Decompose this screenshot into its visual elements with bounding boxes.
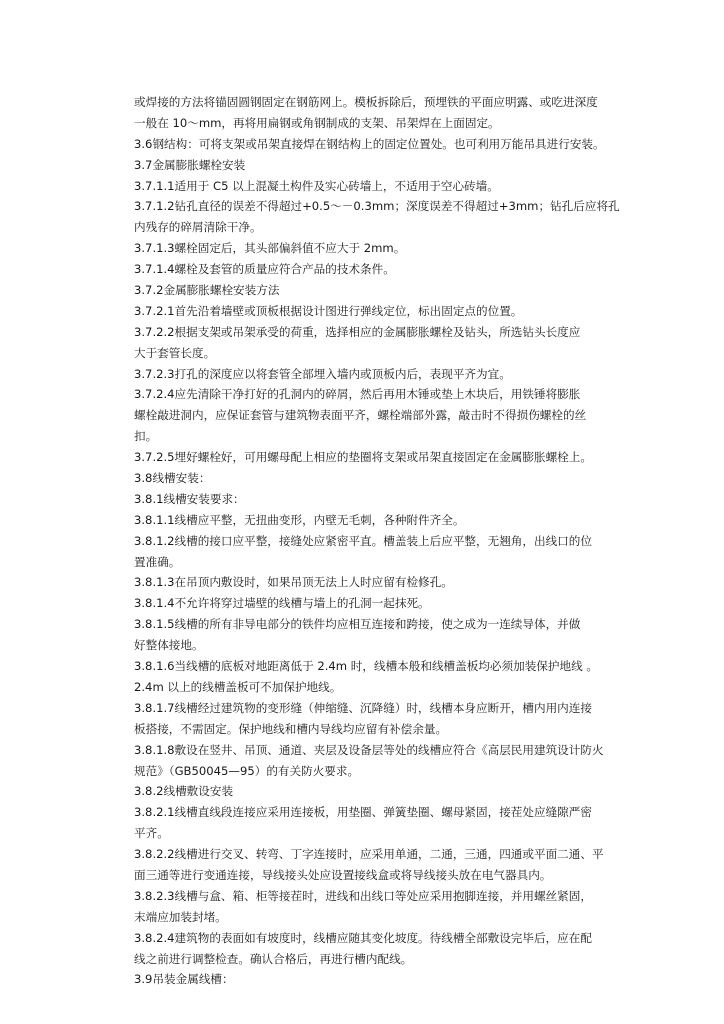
- text-line: 3.7.1.3螺栓固定后，其头部偏斜值不应大于 2mm。: [134, 241, 406, 256]
- text-line: 3.8.1.8敷设在竖井、吊顶、通道、夹层及设备层等处的线槽应符合《高层民用建筑设计防火: [134, 742, 604, 757]
- text-line: 末端应加装封堵。: [134, 909, 227, 924]
- text-line: 3.6钢结构：可将支架或吊架直接焊在钢结构上的固定位置处。也可利用万能吊具进行安装。: [134, 136, 605, 151]
- text-line: 3.8.2.4建筑物的表面如有坡度时，线槽应随其变化坡度。待线槽全部敷设完毕后，应在配: [134, 930, 592, 945]
- text-line: 3.8.1.5线槽的所有非导电部分的铁件均应相互连接和跨接，使之成为一连续导体，并做: [134, 617, 581, 632]
- text-line: 3.8.1线槽安装要求：: [134, 491, 245, 506]
- text-line: 3.8.1.6当线槽的底板对地距离低于 2.4m 时，线槽本般和线槽盖板均必须加装保护地线 。: [134, 659, 598, 674]
- text-line: 3.7.2.5埋好螺栓好，可用螺母配上相应的垫圈将支架或吊架直接固定在金属膨胀螺栓上。: [134, 450, 592, 465]
- text-line: 平齐。: [134, 826, 169, 841]
- text-line: 3.8.1.2线槽的接口应平整，接缝处应紧密平直。槽盖装上后应平整，无翘角，出线口的位: [134, 533, 592, 548]
- text-line: 3.8.2.2线槽进行交叉、转弯、丁字连接时，应采用单通，二通，三通，四通或平面二通、平: [134, 847, 604, 862]
- text-line: 3.8线槽安装：: [134, 471, 211, 486]
- text-line: 3.8.1.7线槽经过建筑物的变形缝（伸缩缝、沉降缝）时，线槽本身应断开，槽内用内连接: [134, 700, 592, 715]
- text-line: 大于套管长度。: [134, 345, 216, 360]
- text-line: 3.8.2.1线槽直线段连接应采用连接板，用垫圈、弹簧垫圈、螺母紧固，接茬处应缝隙严密: [134, 805, 592, 820]
- text-line: 置准确。: [134, 554, 181, 569]
- text-line: 3.8.2线槽敷设安装: [134, 784, 234, 799]
- text-line: 3.7.2.1首先沿着墙壁或顶板根据设计图进行弹线定位，标出固定点的位置。: [134, 303, 523, 318]
- text-line: 3.7.1.2钻孔直径的误差不得超过+0.5～－0.3mm；深度误差不得超过+3mm；钻孔后应将孔: [134, 199, 620, 214]
- text-line: 3.7金属膨胀螺栓安装: [134, 157, 246, 172]
- text-line: 2.4m 以上的线槽盖板可不加保护地线。: [134, 679, 342, 694]
- text-line: 板搭接，不需固定。保护地线和槽内导线均应留有补偿余量。: [134, 721, 448, 736]
- document-body: [134, 92, 644, 990]
- text-line: 规范》（GB50045—95）的有关防火要求。: [134, 763, 360, 778]
- text-line: 3.8.2.3线槽与盒、箱、柜等接茬时，进线和出线口等处应采用抱脚连接，并用螺丝紧固，: [134, 888, 592, 903]
- text-line: 线之前进行调整检查。确认合格后，再进行槽内配线。: [134, 951, 413, 966]
- text-line: 内残存的碎屑清除干净。: [134, 220, 262, 235]
- text-line: 3.8.1.3在吊顶内敷设时，如果吊顶无法上人时应留有检修孔。: [134, 575, 453, 590]
- text-line: 3.7.2.4应先清除干净打好的孔洞内的碎屑，然后再用木锤或垫上木块后，用铁锤将膨胀: [134, 387, 581, 402]
- text-line: 3.7.2金属膨胀螺栓安装方法: [134, 283, 280, 298]
- text-line: 好整体接地。: [134, 638, 204, 653]
- text-line: 3.7.2.2根据支架或吊架承受的荷重，选择相应的金属膨胀螺栓及钻头，所选钻头长度应: [134, 324, 581, 339]
- text-line: 或焊接的方法将锚固圆钢固定在钢筋网上。模板拆除后，预埋铁的平面应明露、或吃进深度: [134, 95, 598, 109]
- text-line: 3.9吊装金属线槽：: [134, 972, 234, 987]
- text-line: 3.7.2.3打孔的深度应以将套管全部埋入墙内或顶板内后，表现平齐为宜。: [134, 366, 511, 381]
- text-line: 3.7.1.1适用于 C5 以上混凝土构件及实心砖墙上，不适用于空心砖墙。: [134, 178, 499, 193]
- text-line: 3.8.1.4不允许将穿过墙壁的线槽与墙上的孔洞一起抹死。: [134, 596, 430, 611]
- text-line: 面三通等进行变通连接，导线接头处应设置接线盒或将导线接头放在电气器具内。: [134, 867, 552, 882]
- text-line: 螺栓敲进洞内，应保证套管与建筑物表面平齐，螺栓端部外露，敲击时不得损伤螺栓的丝: [134, 408, 587, 423]
- text-line: 3.8.1.1线槽应平整，无扭曲变形，内壁无毛刺，各种附件齐全。: [134, 512, 465, 527]
- text-line: 扣。: [134, 429, 158, 444]
- text-line: 一般在 10～mm，再将用扁钢或角钢制成的支架、吊架焊在上面固定。: [134, 115, 500, 130]
- text-line: 3.7.1.4螺栓及套管的质量应符合产品的技术条件。: [134, 262, 395, 277]
